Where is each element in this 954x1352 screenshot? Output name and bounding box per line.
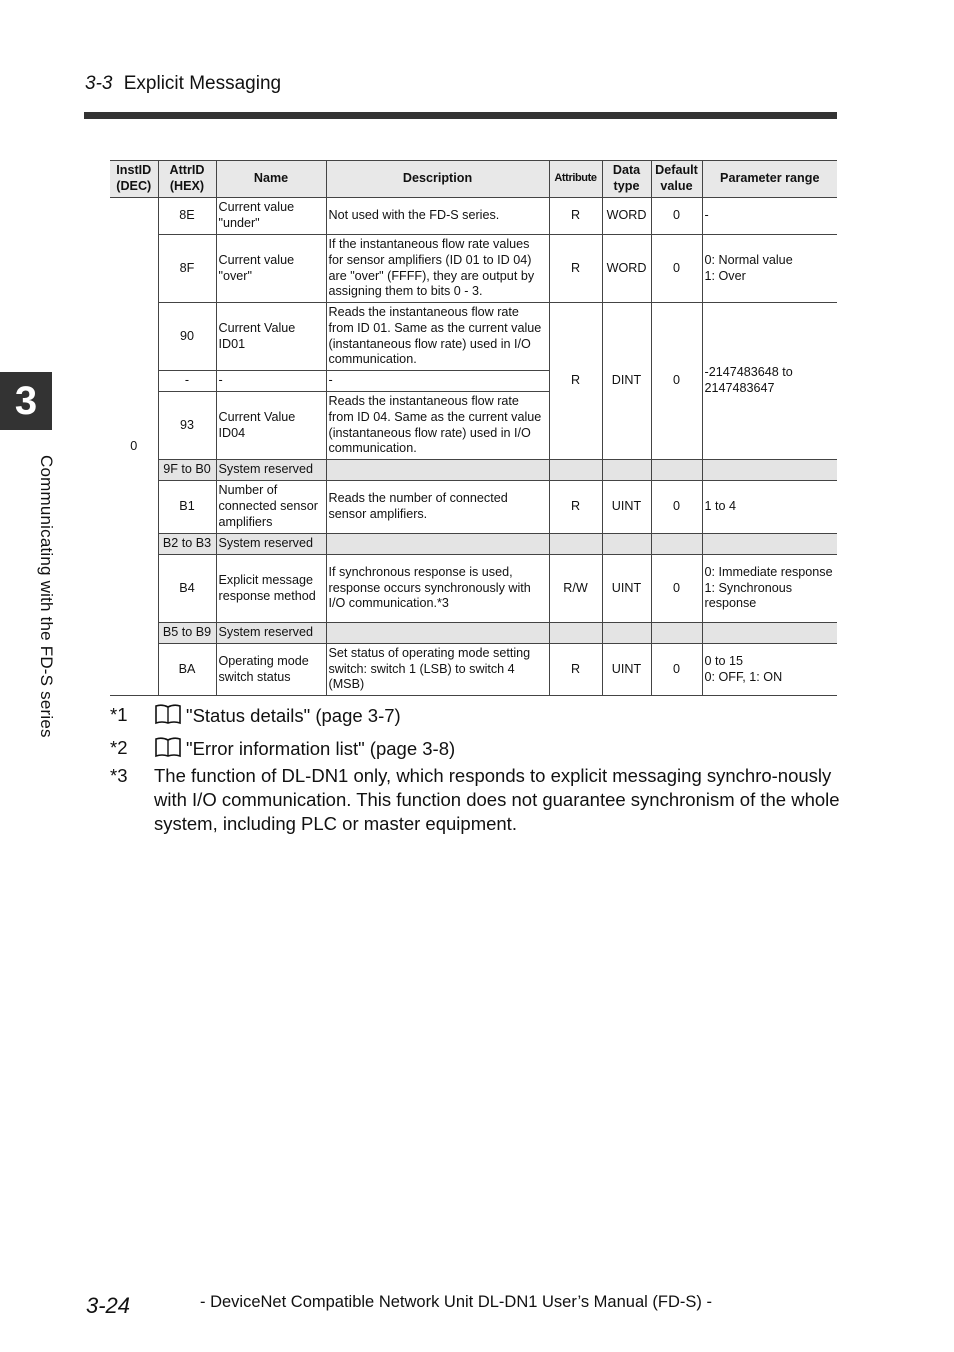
- description-cell: Reads the number of connected sensor amplifiers.: [326, 481, 549, 534]
- data-type-cell: UINT: [602, 555, 651, 623]
- name-cell: System reserved: [216, 460, 326, 481]
- range-cell: -: [702, 198, 837, 235]
- description-cell: -: [326, 371, 549, 392]
- name-cell: Current Value ID04: [216, 392, 326, 460]
- name-cell: Current value "over": [216, 235, 326, 303]
- attrid-cell: 90: [158, 303, 216, 371]
- book-icon: [154, 736, 182, 764]
- col-header-data-type: Data type: [602, 161, 651, 198]
- table-header-row: [110, 161, 837, 198]
- attribute-cell: R: [549, 235, 602, 303]
- range-cell: -2147483648 to 2147483647: [702, 303, 837, 460]
- chapter-side-label: Communicating with the FD-S series: [37, 455, 56, 738]
- range-cell: 1 to 4: [702, 481, 837, 534]
- section-title: Explicit Messaging: [123, 73, 282, 94]
- default-cell: 0: [651, 644, 702, 696]
- header-rule: [84, 112, 837, 119]
- attrid-cell: 8F: [158, 235, 216, 303]
- default-cell: 0: [651, 198, 702, 235]
- attrid-cell: B2 to B3: [158, 534, 216, 555]
- footnote-mark: *2: [110, 737, 128, 758]
- col-header-attribute: Attribute: [549, 161, 602, 198]
- footnote-text: The function of DL-DN1 only, which responds to explicit messaging synchro-nously with I/O communication. This function does not guarantee synchronism of the whole system, including PLC or master equipment.: [154, 765, 840, 834]
- table-row: [110, 235, 837, 303]
- name-cell: Number of connected sensor amplifiers: [216, 481, 326, 534]
- description-cell: Set status of operating mode setting switch: switch 1 (LSB) to switch 4 (MSB): [326, 644, 549, 696]
- footnote-link-error-list[interactable]: "Error information list" (page 3-8): [186, 738, 456, 759]
- instid-cell: 0: [110, 198, 158, 696]
- default-cell: 0: [651, 303, 702, 460]
- book-icon: [154, 703, 182, 731]
- description-cell: If the instantaneous flow rate values for sensor amplifiers (ID 01 to ID 04) are "over" (FFFF), they are output by assigning them to bits 0 - 3.: [326, 235, 549, 303]
- attrid-cell: BA: [158, 644, 216, 696]
- table-row: [110, 481, 837, 534]
- default-cell: 0: [651, 235, 702, 303]
- data-type-cell: WORD: [602, 198, 651, 235]
- name-cell: System reserved: [216, 623, 326, 644]
- data-type-cell: DINT: [602, 303, 651, 460]
- name-cell: -: [216, 371, 326, 392]
- attrid-cell: 93: [158, 392, 216, 460]
- description-cell: Reads the instantaneous flow rate from ID 01. Same as the current value (instantaneous flow rate) used in I/O communication.: [326, 303, 549, 371]
- table-row: [110, 644, 837, 696]
- col-header-range: Parameter range: [702, 161, 837, 198]
- attrid-cell: -: [158, 371, 216, 392]
- footnote: [110, 703, 840, 731]
- chapter-tab: 3: [0, 372, 52, 430]
- description-cell: Not used with the FD-S series.: [326, 198, 549, 235]
- description-cell: Reads the instantaneous flow rate from ID 04. Same as the current value (instantaneous flow rate) used in I/O communication.: [326, 392, 549, 460]
- data-type-cell: UINT: [602, 481, 651, 534]
- section-number: 3-3: [85, 73, 113, 94]
- col-header-name: Name: [216, 161, 326, 198]
- description-cell: If synchronous response is used, response occurs synchronously with I/O communication.*3: [326, 555, 549, 623]
- attrid-cell: B5 to B9: [158, 623, 216, 644]
- attribute-cell: R: [549, 481, 602, 534]
- section-header: [85, 73, 281, 95]
- name-cell: Operating mode switch status: [216, 644, 326, 696]
- footnote-mark: *3: [110, 765, 128, 786]
- page-number: 3-24: [86, 1293, 131, 1318]
- default-cell: 0: [651, 481, 702, 534]
- table-row: [110, 198, 837, 235]
- attribute-cell: R/W: [549, 555, 602, 623]
- footnote-mark: *1: [110, 704, 128, 725]
- table-row: [110, 623, 837, 644]
- attrid-cell: B1: [158, 481, 216, 534]
- attrid-cell: B4: [158, 555, 216, 623]
- footnote: [110, 764, 840, 836]
- col-header-instid: InstID (DEC): [110, 161, 158, 198]
- col-header-default: Default value: [651, 161, 702, 198]
- attribute-cell: R: [549, 303, 602, 460]
- name-cell: System reserved: [216, 534, 326, 555]
- table-row: [110, 534, 837, 555]
- name-cell: Current Value ID01: [216, 303, 326, 371]
- attribute-table: [110, 160, 837, 696]
- col-header-attrid: AttrID (HEX): [158, 161, 216, 198]
- name-cell: Explicit message response method: [216, 555, 326, 623]
- attrid-cell: 9F to B0: [158, 460, 216, 481]
- default-cell: 0: [651, 555, 702, 623]
- data-type-cell: UINT: [602, 644, 651, 696]
- range-cell: 0 to 15 0: OFF, 1: ON: [702, 644, 837, 696]
- footnote: [110, 736, 840, 764]
- range-cell: 0: Normal value 1: Over: [702, 235, 837, 303]
- table-row: [110, 555, 837, 623]
- attrid-cell: 8E: [158, 198, 216, 235]
- footer-title: - DeviceNet Compatible Network Unit DL-DN1 User’s Manual (FD-S) -: [200, 1293, 712, 1311]
- footnote-link-status-details[interactable]: "Status details" (page 3-7): [186, 705, 401, 726]
- range-cell: 0: Immediate response 1: Synchronous response: [702, 555, 837, 623]
- footnotes: [110, 703, 840, 836]
- attribute-cell: R: [549, 198, 602, 235]
- attribute-cell: R: [549, 644, 602, 696]
- table-row: [110, 460, 837, 481]
- data-type-cell: WORD: [602, 235, 651, 303]
- name-cell: Current value "under": [216, 198, 326, 235]
- col-header-description: Description: [326, 161, 549, 198]
- table-row: [110, 303, 837, 371]
